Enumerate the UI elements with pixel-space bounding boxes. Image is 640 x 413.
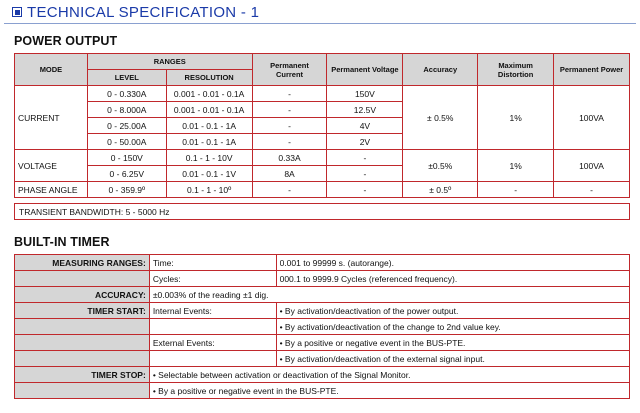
table-row — [15, 86, 630, 102]
level-cell: 0 - 25.00A — [87, 118, 166, 134]
distortion-cell: 1% — [478, 150, 554, 182]
mode-phase-angle: PHASE ANGLE — [15, 182, 88, 198]
table-row — [15, 351, 630, 367]
perm-current-cell: - — [252, 86, 327, 102]
table-row — [15, 383, 630, 399]
perm-current-cell: 8A — [252, 166, 327, 182]
header-level: LEVEL — [87, 70, 166, 86]
accuracy-cell: ±0.5% — [403, 150, 478, 182]
timer-start-label: TIMER START: — [15, 303, 150, 319]
empty-label-cell — [15, 319, 150, 335]
distortion-cell: 1% — [478, 86, 554, 150]
perm-current-cell: 0.33A — [252, 150, 327, 166]
perm-current-cell: - — [252, 182, 327, 198]
power-cell: 100VA — [554, 86, 630, 150]
timer-stop-2: • By a positive or negative event in the BUS-PTE. — [149, 383, 629, 399]
external-event-1: • By a positive or negative event in the BUS-PTE. — [276, 335, 629, 351]
table-row — [15, 182, 630, 198]
header-accuracy: Accuracy — [403, 54, 478, 86]
accuracy-value: ±0.003% of the reading ±1 dig. — [149, 287, 629, 303]
measuring-ranges-label: MEASURING RANGES: — [15, 255, 150, 271]
power-output-heading: POWER OUTPUT — [14, 34, 118, 48]
table-row — [15, 335, 630, 351]
power-cell: 100VA — [554, 150, 630, 182]
resolution-cell: 0.001 - 0.01 - 0.1A — [166, 102, 252, 118]
external-events-label: External Events: — [149, 335, 276, 351]
perm-current-cell: - — [252, 118, 327, 134]
perm-voltage-cell: 12.5V — [327, 102, 403, 118]
perm-voltage-cell: 150V — [327, 86, 403, 102]
resolution-cell: 0.1 - 1 - 10º — [166, 182, 252, 198]
table-row — [15, 255, 630, 271]
empty-cell — [149, 351, 276, 367]
empty-cell — [149, 319, 276, 335]
header-ranges: RANGES — [87, 54, 252, 70]
table-row — [15, 287, 630, 303]
perm-voltage-cell: - — [327, 150, 403, 166]
internal-events-label: Internal Events: — [149, 303, 276, 319]
perm-voltage-cell: 2V — [327, 134, 403, 150]
level-cell: 0 - 50.00A — [87, 134, 166, 150]
header-maximum-distortion: Maximum Distortion — [478, 54, 554, 86]
power-cell: - — [554, 182, 630, 198]
accuracy-cell: ± 0.5º — [403, 182, 478, 198]
internal-event-1: • By activation/deactivation of the power output. — [276, 303, 629, 319]
level-cell: 0 - 150V — [87, 150, 166, 166]
empty-label-cell — [15, 351, 150, 367]
table-row — [15, 303, 630, 319]
time-label: Time: — [149, 255, 276, 271]
timer-stop-1: • Selectable between activation or deactivation of the Signal Monitor. — [149, 367, 629, 383]
mode-current: CURRENT — [15, 86, 88, 150]
header-resolution: RESOLUTION — [166, 70, 252, 86]
level-cell: 0 - 6.25V — [87, 166, 166, 182]
empty-label-cell — [15, 383, 150, 399]
resolution-cell: 0.001 - 0.01 - 0.1A — [166, 86, 252, 102]
level-cell: 0 - 0.330A — [87, 86, 166, 102]
timer-stop-label: TIMER STOP: — [15, 367, 150, 383]
cycles-label: Cycles: — [149, 271, 276, 287]
mode-voltage: VOLTAGE — [15, 150, 88, 182]
perm-current-cell: - — [252, 102, 327, 118]
resolution-cell: 0.1 - 1 - 10V — [166, 150, 252, 166]
timer-table — [14, 254, 630, 399]
perm-voltage-cell: - — [327, 166, 403, 182]
level-cell: 0 - 8.000A — [87, 102, 166, 118]
internal-event-2: • By activation/deactivation of the change to 2nd value key. — [276, 319, 629, 335]
level-cell: 0 - 359.9º — [87, 182, 166, 198]
header-permanent-current: Permanent Current — [252, 54, 327, 86]
header-permanent-power: Permanent Power — [554, 54, 630, 86]
table-row — [15, 271, 630, 287]
square-bullet-icon — [12, 7, 22, 17]
time-value: 0.001 to 99999 s. (autorange). — [276, 255, 629, 271]
built-in-timer-heading: BUILT-IN TIMER — [14, 235, 110, 249]
header-mode: MODE — [15, 54, 88, 86]
empty-label-cell — [15, 271, 150, 287]
power-output-table — [14, 53, 630, 198]
empty-label-cell — [15, 335, 150, 351]
resolution-cell: 0.01 - 0.1 - 1V — [166, 166, 252, 182]
resolution-cell: 0.01 - 0.1 - 1A — [166, 134, 252, 150]
accuracy-label: ACCURACY: — [15, 287, 150, 303]
perm-current-cell: - — [252, 134, 327, 150]
header-permanent-voltage: Permanent Voltage — [327, 54, 403, 86]
header-divider — [4, 23, 636, 24]
cycles-value: 000.1 to 9999.9 Cycles (referenced frequency). — [276, 271, 629, 287]
external-event-2: • By activation/deactivation of the external signal input. — [276, 351, 629, 367]
page-header — [4, 0, 636, 24]
table-row — [15, 367, 630, 383]
perm-voltage-cell: - — [327, 182, 403, 198]
table-row — [15, 319, 630, 335]
transient-bandwidth: TRANSIENT BANDWIDTH: 5 - 5000 Hz — [14, 203, 630, 220]
resolution-cell: 0.01 - 0.1 - 1A — [166, 118, 252, 134]
accuracy-cell: ± 0.5% — [403, 86, 478, 150]
page-title: TECHNICAL SPECIFICATION - 1 — [27, 3, 260, 21]
table-row — [15, 150, 630, 166]
perm-voltage-cell: 4V — [327, 118, 403, 134]
distortion-cell: - — [478, 182, 554, 198]
